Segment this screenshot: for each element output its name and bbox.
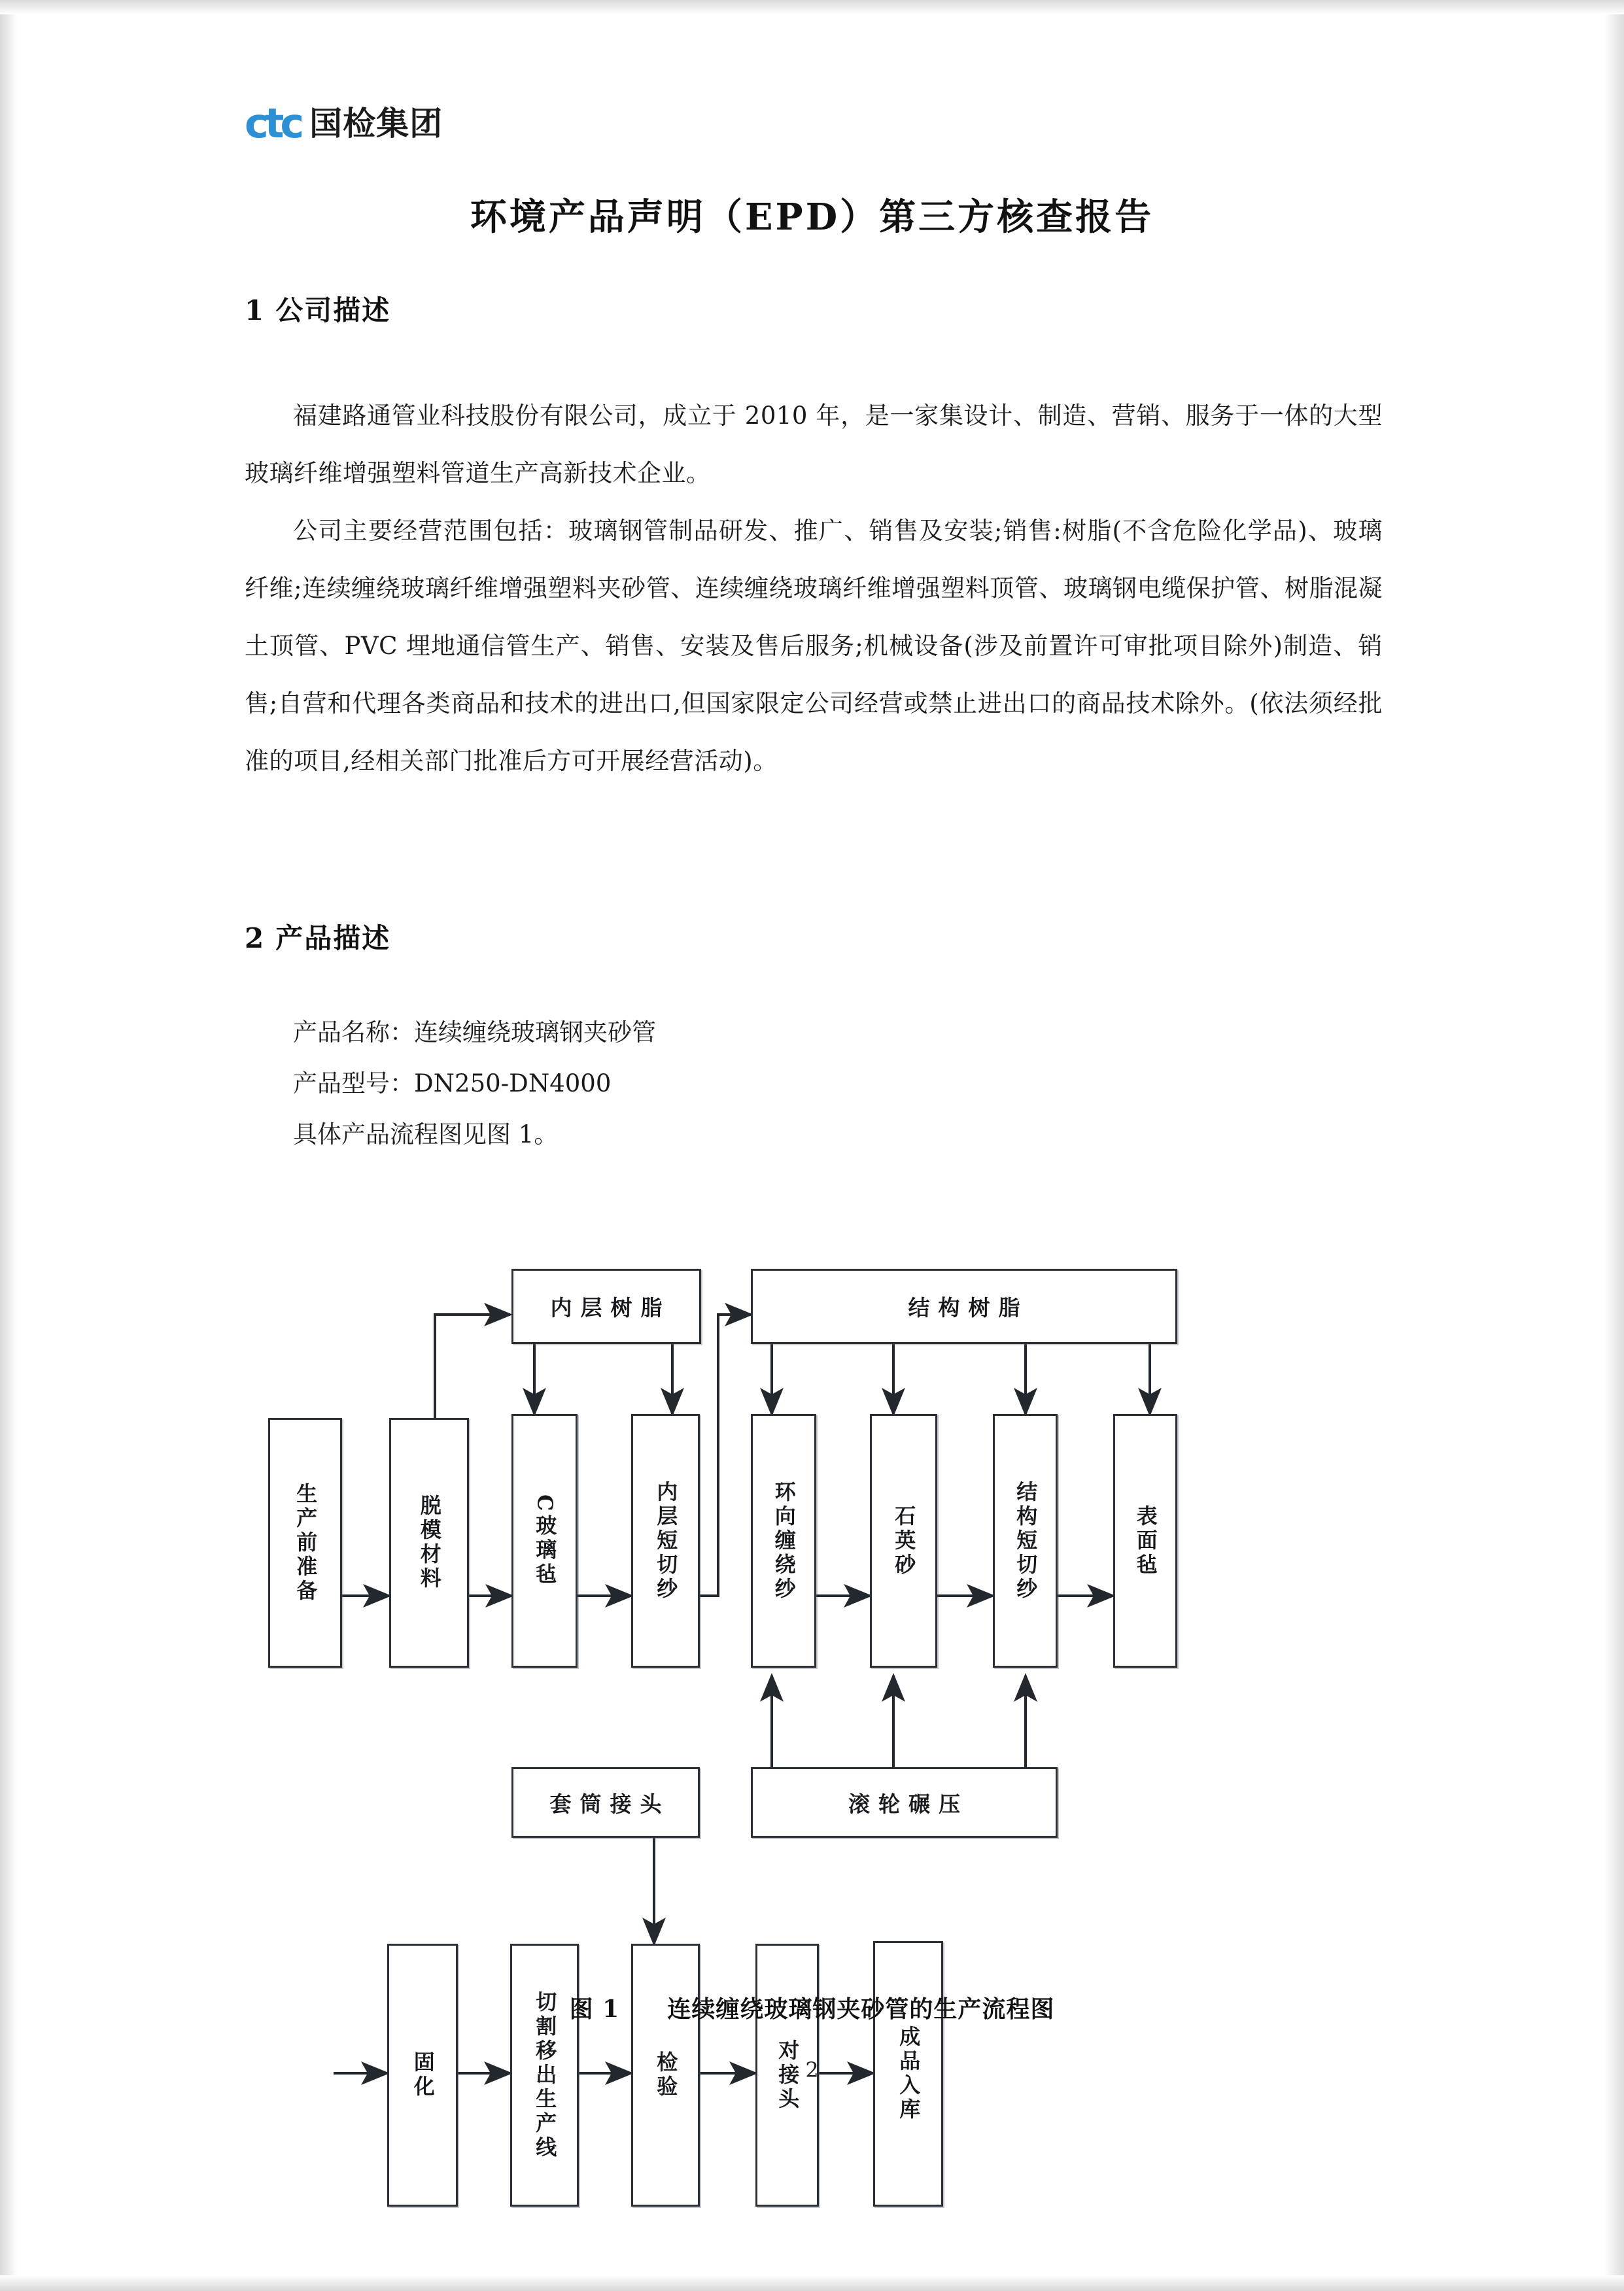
- logo-mark-ctc: ctc: [245, 99, 301, 147]
- section-1-heading: [245, 289, 390, 328]
- flow-node-finished-storage: 成品入库: [873, 1941, 943, 2207]
- product-name-field: 产品名称：连续缠绕玻璃钢夹砂管: [293, 1018, 656, 1046]
- section-2-heading: [245, 917, 390, 956]
- flow-node-quartz-sand: 石英砂: [870, 1414, 937, 1668]
- scan-edge-right: [1604, 0, 1624, 2291]
- paragraph-text: 福建路通管业科技股份有限公司，成立于 2010 年，是一家集设计、制造、营销、服务于一体的大型玻璃纤维增强塑料管道生产高新技术企业。: [245, 402, 1383, 487]
- flow-node-release-material: 脱模材料: [389, 1418, 469, 1668]
- page-title: 环境产品声明（EPD）第三方核查报告: [470, 196, 1154, 239]
- section-1-title: 公司描述: [275, 294, 391, 326]
- paragraph-text: 公司主要经营范围包括：玻璃钢管制品研发、推广、销售及安装;销售:树脂(不含危险化学品)、玻璃纤维;连续缠绕玻璃纤维增强塑料夹砂管、连续缠绕玻璃纤维增强塑料顶管、玻璃钢电缆保护管、树脂混凝土顶管、PVC 埋地通信管生产、销售、安装及售后服务;机械设备(涉及前置许可审批项目除外)制造、销售;自营和代理各类商品和技术的进出口,但国家限定公司经营或禁止进出口的商品技术除外。(依法须经批准的项目,经相关部门批准后方可开展经营活动)。: [245, 517, 1383, 775]
- product-model-field: 产品型号：DN250-DN4000: [293, 1069, 612, 1097]
- flow-node-surface-mat: 表面毡: [1113, 1414, 1177, 1668]
- section-2-title: 产品描述: [275, 922, 391, 954]
- section-2-number: 2: [245, 922, 266, 954]
- section-1-paragraph-1: [245, 387, 1383, 502]
- figure-caption: [0, 1991, 1624, 2024]
- scan-edge-left: [0, 0, 17, 2291]
- figure-caption-label: 图 1: [569, 1995, 620, 2023]
- flow-node-inspection: 检验: [631, 1944, 700, 2207]
- scan-edge-top: [0, 0, 1624, 14]
- page-number: 2: [805, 2058, 819, 2082]
- section-1-paragraph-2: [245, 502, 1383, 790]
- flow-node-c-glass-mat: C玻璃毡: [511, 1414, 578, 1668]
- flow-node-structural-resin: 结构树脂: [751, 1269, 1177, 1344]
- figure-caption-text: 连续缠绕玻璃钢夹砂管的生产流程图: [667, 1995, 1055, 2023]
- product-description-fields: [245, 1007, 1383, 1160]
- flow-node-hoop-winding-yarn: 环向缠绕纱: [751, 1414, 816, 1668]
- flow-node-curing: 固化: [387, 1944, 458, 2207]
- flow-node-structural-chopped-yarn: 结构短切纱: [993, 1414, 1058, 1668]
- flow-node-roller-pressing: 滚轮碾压: [751, 1767, 1058, 1838]
- flow-node-inner-chopped-yarn: 内层短切纱: [631, 1414, 700, 1668]
- scan-edge-bottom: [0, 2275, 1624, 2291]
- logo-text-company: 国检集团: [309, 105, 443, 143]
- flow-node-cut-and-remove: 切割移出生产线: [510, 1944, 579, 2207]
- flow-node-sleeve-joint: 套筒接头: [511, 1767, 700, 1838]
- ctc-logo: [245, 99, 443, 147]
- flow-node-inner-resin: 内层树脂: [511, 1269, 701, 1344]
- flow-node-pre-production: 生产前准备: [268, 1418, 342, 1668]
- section-1-number: 1: [245, 294, 266, 326]
- product-flow-reference: 具体产品流程图见图 1。: [293, 1120, 559, 1148]
- flow-node-butt-joint: 对接头: [755, 1944, 819, 2207]
